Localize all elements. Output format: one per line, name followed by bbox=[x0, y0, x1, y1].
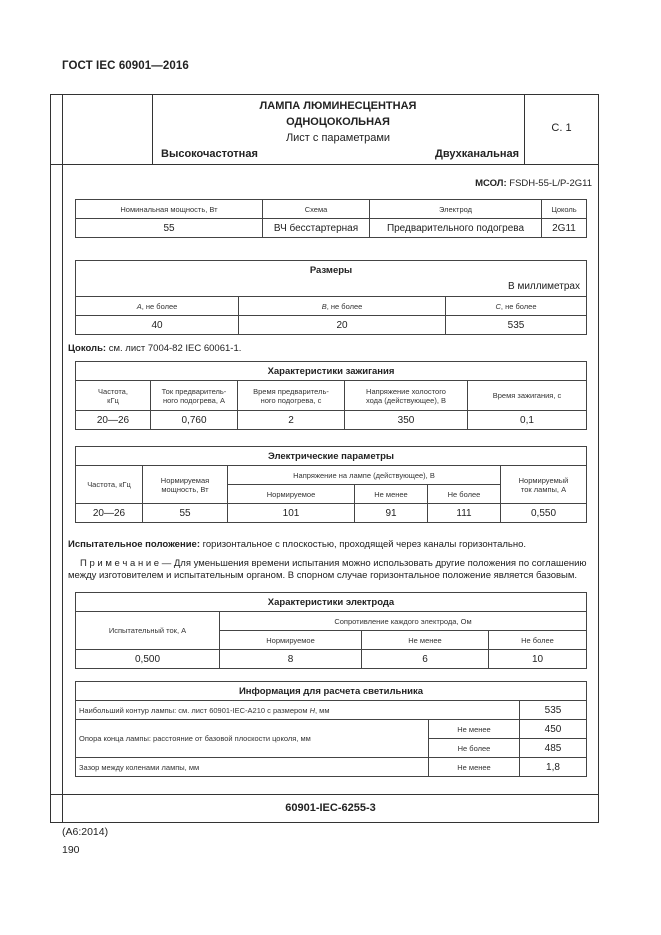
electrical-table bbox=[75, 446, 587, 523]
header-dim-c bbox=[446, 297, 587, 316]
luminaire-title: Информация для расчета светильника bbox=[76, 682, 587, 701]
inner-left-line bbox=[62, 94, 63, 823]
test-position-text: горизонтальное с плоскостью, проходящей через каналы горизонтально. bbox=[199, 539, 527, 550]
luminaire-row2-min-value: 450 bbox=[520, 720, 587, 739]
dim-a-letter: A bbox=[136, 301, 142, 311]
note-line-1 bbox=[80, 558, 587, 569]
cap-label: Цоколь: bbox=[68, 343, 107, 354]
h-ign-time-1: Время предваритель- bbox=[253, 386, 329, 396]
h-ign-time-2: ного подогрева, с bbox=[260, 395, 322, 405]
dim-c-letter: C bbox=[495, 301, 501, 311]
luminaire-row3-label: Зазор между коленами лампы, мм bbox=[76, 758, 429, 777]
sheet-code: 60901-IEC-6255-3 bbox=[285, 802, 376, 814]
h-el-power-2: мощность, Вт bbox=[161, 484, 209, 494]
cap-text: см. лист 7004-82 IEC 60061-1. bbox=[106, 343, 242, 354]
value-el-v-rated: 101 bbox=[228, 504, 355, 523]
h-ign-ocv-1: Напряжение холостого bbox=[366, 386, 446, 396]
header-electrode-current: Испытательный ток, А bbox=[76, 612, 220, 650]
header-el-power bbox=[143, 466, 228, 504]
header-el-v-min: Не менее bbox=[355, 485, 428, 504]
h-ign-ocv-2: хода (действующее), В bbox=[365, 395, 446, 405]
header-ign-time bbox=[468, 381, 587, 411]
value-electrode-current: 0,500 bbox=[76, 650, 220, 669]
header-cap: Цоколь bbox=[542, 200, 587, 219]
header-dim-b bbox=[239, 297, 446, 316]
luminaire-row2-max-value: 485 bbox=[520, 739, 587, 758]
title-left-label: Высокочастотная bbox=[161, 148, 258, 160]
title-line-2: ОДНОЦОКОЛЬНАЯ bbox=[286, 116, 390, 128]
luminaire-row2-min-label: Не менее bbox=[429, 720, 520, 739]
h-el-current-1: Нормируемый bbox=[518, 475, 569, 485]
header-electrode-resistance: Сопротивление каждого электрода, Ом bbox=[220, 612, 587, 631]
value-ign-preheat-time: 2 bbox=[238, 411, 345, 430]
page-number: 190 bbox=[62, 844, 80, 856]
dim-c-text: , не более bbox=[500, 301, 537, 311]
value-electrode-min: 6 bbox=[362, 650, 489, 669]
header-scheme: Схема bbox=[263, 200, 370, 219]
header-electrode-min: Не менее bbox=[362, 631, 489, 650]
value-ign-ocv: 350 bbox=[345, 411, 468, 430]
amendment: (A6:2014) bbox=[62, 826, 109, 838]
mcol-designation bbox=[400, 178, 592, 189]
footer-divider bbox=[50, 794, 599, 795]
lum-r1-a: Наибольший контур лампы: см. лист 60901-IEC-A210 с размером bbox=[79, 705, 310, 715]
dimensions-table bbox=[75, 260, 587, 335]
title-subtitle: Лист с параметрами bbox=[285, 132, 391, 144]
value-scheme: ВЧ бесстартерная bbox=[263, 219, 370, 238]
value-electrode-rated: 8 bbox=[220, 650, 362, 669]
luminaire-row3-min-value: 1,8 bbox=[520, 758, 587, 777]
header-el-v-max: Не более bbox=[428, 485, 501, 504]
note-line-2: между изготовителем и испытательным органом. В спорном случае горизонтальное положение является базовым. bbox=[68, 570, 578, 581]
sheet-number: С. 1 bbox=[551, 122, 572, 134]
header-ign-ocv bbox=[345, 381, 468, 411]
header-el-voltage: Напряжение на лампе (действующее), В bbox=[228, 466, 501, 485]
mcol-label: МСОЛ: bbox=[475, 178, 507, 189]
value-el-power: 55 bbox=[143, 504, 228, 523]
value-el-freq: 20—26 bbox=[76, 504, 143, 523]
basic-table bbox=[75, 199, 587, 238]
ignition-title: Характеристики зажигания bbox=[76, 362, 587, 381]
electrode-table bbox=[75, 592, 587, 669]
header-ign-preheat-current bbox=[151, 381, 238, 411]
dimensions-title-cell bbox=[76, 261, 587, 297]
luminaire-table bbox=[75, 681, 587, 777]
h-ign-cur-2: ного подогрева, А bbox=[162, 395, 226, 405]
luminaire-row1-value: 535 bbox=[520, 701, 587, 720]
value-el-v-max: 111 bbox=[428, 504, 501, 523]
header-ign-freq bbox=[76, 381, 151, 411]
value-dim-a: 40 bbox=[76, 316, 239, 335]
title-line-1: ЛАМПА ЛЮМИНЕСЦЕНТНАЯ bbox=[259, 100, 417, 112]
test-position-label: Испытательное положение: bbox=[68, 539, 200, 550]
note-label: П р и м е ч а н и е bbox=[80, 558, 160, 569]
h-ign-start-1: Время зажигания, с bbox=[492, 391, 562, 400]
value-el-current: 0,550 bbox=[501, 504, 587, 523]
value-ign-freq: 20—26 bbox=[76, 411, 151, 430]
value-cap: 2G11 bbox=[542, 219, 587, 238]
value-dim-b: 20 bbox=[239, 316, 446, 335]
electrode-title: Характеристики электрода bbox=[76, 593, 587, 612]
value-el-v-min: 91 bbox=[355, 504, 428, 523]
lum-r1-h: H bbox=[309, 705, 316, 715]
h-ign-freq-1: Частота, bbox=[98, 386, 128, 396]
lum-r1-b: , мм bbox=[315, 705, 330, 715]
header-electrode-rated: Нормируемое bbox=[220, 631, 362, 650]
cap-reference bbox=[68, 343, 241, 354]
test-position bbox=[68, 539, 526, 550]
h-ign-freq-2: кГц bbox=[107, 395, 119, 405]
h-el-power-1: Нормируемая bbox=[160, 475, 210, 485]
header-power: Номинальная мощность, Вт bbox=[76, 200, 263, 219]
value-electrode-max: 10 bbox=[489, 650, 587, 669]
header-electrode-max: Не более bbox=[489, 631, 587, 650]
luminaire-row2-label: Опора конца лампы: расстояние от базовой плоскости цоколя, мм bbox=[76, 720, 429, 758]
luminaire-row3-min-label: Не менее bbox=[429, 758, 520, 777]
title-block-divider bbox=[50, 164, 599, 165]
luminaire-row1-label bbox=[76, 701, 520, 720]
standard-header: ГОСТ IEC 60901—2016 bbox=[62, 60, 189, 72]
title-right-label: Двухканальная bbox=[435, 148, 520, 160]
value-ign-current: 0,760 bbox=[151, 411, 238, 430]
dimensions-unit: В миллиметрах bbox=[508, 281, 580, 292]
h-ign-cur-1: Ток предваритель- bbox=[161, 386, 227, 396]
value-power: 55 bbox=[76, 219, 263, 238]
header-el-current bbox=[501, 466, 587, 504]
dim-b-letter: B bbox=[321, 301, 327, 311]
electrical-title: Электрические параметры bbox=[76, 447, 587, 466]
dim-b-text: , не более bbox=[326, 301, 363, 311]
dimensions-title: Размеры bbox=[309, 265, 353, 276]
luminaire-row2-max-label: Не более bbox=[429, 739, 520, 758]
note-text-1: — Для уменьшения времени испытания можно использовать другие положения по соглашению bbox=[159, 558, 587, 569]
header-dim-a bbox=[76, 297, 239, 316]
header-el-v-rated: Нормируемое bbox=[228, 485, 355, 504]
ignition-table bbox=[75, 361, 587, 430]
dim-a-text: , не более bbox=[141, 301, 178, 311]
h-el-current-2: ток лампы, А bbox=[520, 484, 567, 494]
header-el-freq: Частота, кГц bbox=[76, 466, 143, 504]
header-ign-preheat-time bbox=[238, 381, 345, 411]
value-ign-time: 0,1 bbox=[468, 411, 587, 430]
header-electrode: Электрод bbox=[370, 200, 542, 219]
value-electrode: Предварительного подогрева bbox=[370, 219, 542, 238]
value-dim-c: 535 bbox=[446, 316, 587, 335]
mcol-value: FSDH-55-L/P-2G11 bbox=[509, 178, 592, 189]
